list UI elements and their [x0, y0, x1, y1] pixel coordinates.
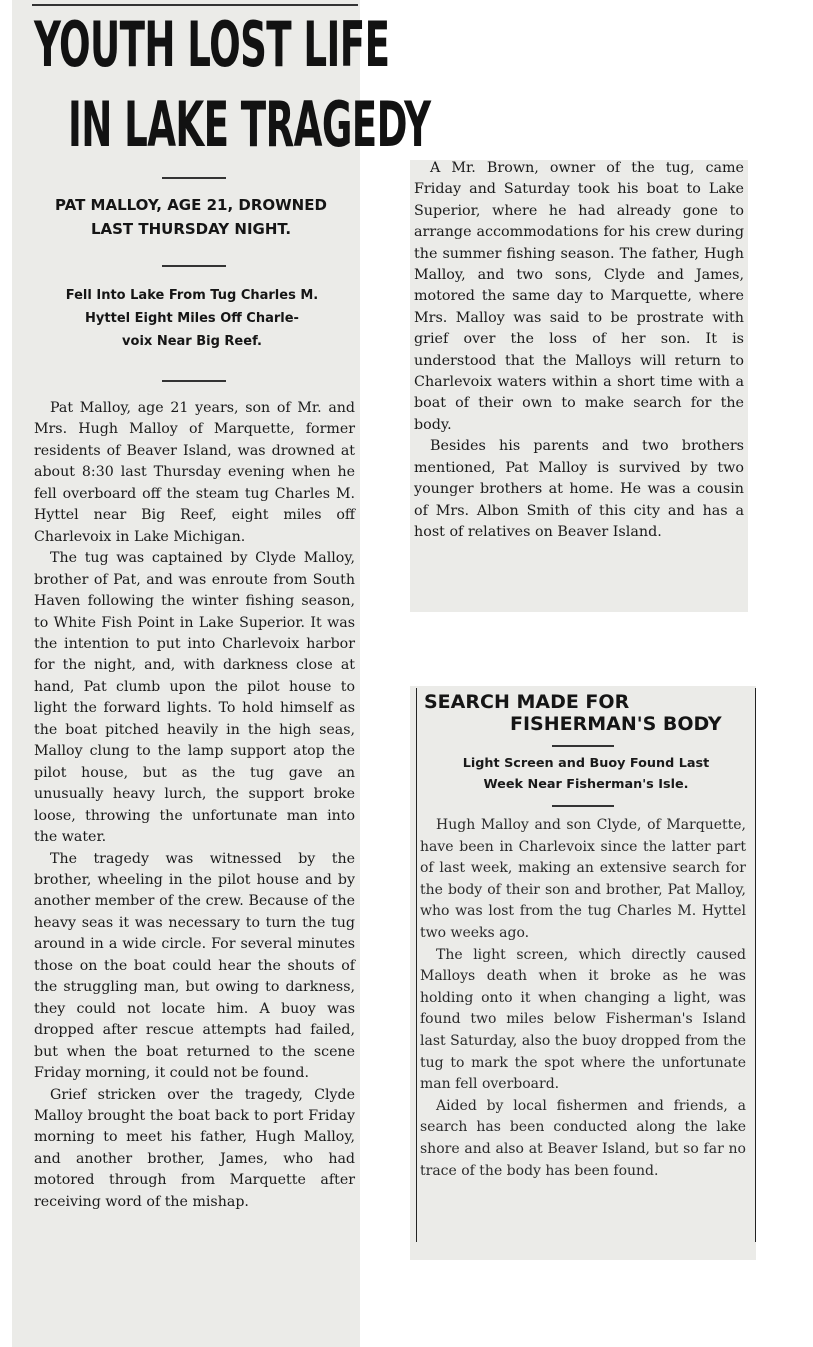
paragraph: Hugh Malloy and son Clyde, of Marquette, have been in Charlevoix since the latter part of last week, making an extensive search for the body of their son and brother, Pat Malloy, who was lost from the tug Charles M. Hyttel two weeks ago.	[420, 817, 746, 941]
subhead-line-1: PAT MALLOY, AGE 21, DROWNED	[55, 196, 327, 214]
divider-rule	[162, 177, 226, 179]
subhead-line-2: LAST THURSDAY NIGHT.	[90, 220, 292, 238]
top-rule	[32, 4, 358, 6]
deck-line-2: Hyttel Eight Miles Off Charle-	[85, 311, 299, 326]
headline-line-1: YOUTH LOST LIFE	[34, 8, 390, 81]
divider-rule	[552, 805, 614, 807]
divider-rule	[552, 745, 614, 747]
search-deck-line-1: Light Screen and Buoy Found Last	[462, 756, 710, 771]
divider-rule	[162, 380, 226, 382]
search-deck	[420, 753, 752, 795]
deck-line-3: voix Near Big Reef.	[122, 334, 262, 349]
article-body-left	[34, 398, 355, 1213]
headline-line-2: IN LAKE TRAGEDY	[68, 88, 431, 161]
paragraph: Grief stricken over the tragedy, Clyde Malloy brought the boat back to port Friday morning to meet his father, Hugh Malloy, and another brother, James, who had motored through from Marquette after receiving word of the mishap.	[34, 1086, 355, 1210]
divider-rule	[162, 265, 226, 267]
search-headline-line-1: SEARCH MADE FOR	[424, 691, 630, 713]
paragraph: Pat Malloy, age 21 years, son of Mr. and Mrs. Hugh Malloy of Marquette, former residents of Beaver Island, was drowned at about 8:30 last Thursday evening when he fell overboard off the steam tug Charles M. Hyttel near Big Reef, eight miles off Charlevoix in Lake Michigan.	[34, 400, 355, 545]
paragraph: The tug was captained by Clyde Malloy, brother of Pat, and was enroute from South Haven following the winter fishing season, to White Fish Point in Lake Superior. It was the intention to put into Charlevoix harbor for the night, and, with darkness close at hand, Pat clumb upon the pilot house to light the forward lights. To hold himself as the boat pitched heavily in the high seas, Malloy clung to the lamp support atop the pilot house, but as the tug gave an unusually heavy lurch, the support broke loose, throwing the unfortunate man into the water.	[34, 550, 355, 846]
search-headline-line-2: FISHERMAN'S BODY	[510, 713, 722, 735]
search-article-body	[420, 815, 746, 1182]
paragraph: Aided by local fishermen and friends, a search has been conducted along the lake shore and also at Beaver Island, but so far no trace of the body has been found.	[420, 1097, 746, 1179]
deck-headline	[24, 284, 360, 353]
paragraph: A Mr. Brown, owner of the tug, came Friday and Saturday took his boat to Lake Superior, where he had already gone to arrange accommodations for his crew during the summer fishing season. The father, Hugh Malloy, and two sons, Clyde and James, motored the same day to Marquette, where Mrs. Malloy was said to be prostrate with grief over the loss of her son. It is understood that the Malloys will return to Charlevoix waters within a short time with a boat of their own to make search for the body.	[414, 160, 744, 433]
subheadline	[22, 193, 360, 241]
article-continuation	[414, 158, 744, 543]
paragraph: The tragedy was witnessed by the brother, wheeling in the pilot house and by another member of the crew. Because of the heavy seas it was necessary to turn the tug around in a wide circle. For several minutes those on the boat could hear the shouts of the struggling man, but owing to darkness, they could not locate him. A buoy was dropped after rescue attempts had failed, but when the boat returned to the scene Friday morning, it could not be found.	[34, 850, 355, 1082]
paragraph: Besides his parents and two brothers mentioned, Pat Malloy is survived by two younger brothers at home. He was a cousin of Mrs. Albon Smith of this city and has a host of relatives on Beaver Island.	[414, 438, 744, 540]
deck-line-1: Fell Into Lake From Tug Charles M.	[65, 288, 319, 303]
search-deck-line-2: Week Near Fisherman's Isle.	[483, 777, 689, 792]
paragraph: The light screen, which directly caused Malloys death when it broke as he was holding onto it when changing a light, was found two miles below Fisherman's Island last Saturday, also the buoy dropped from the tug to mark the spot where the unfortunate man fell overboard.	[420, 946, 746, 1093]
